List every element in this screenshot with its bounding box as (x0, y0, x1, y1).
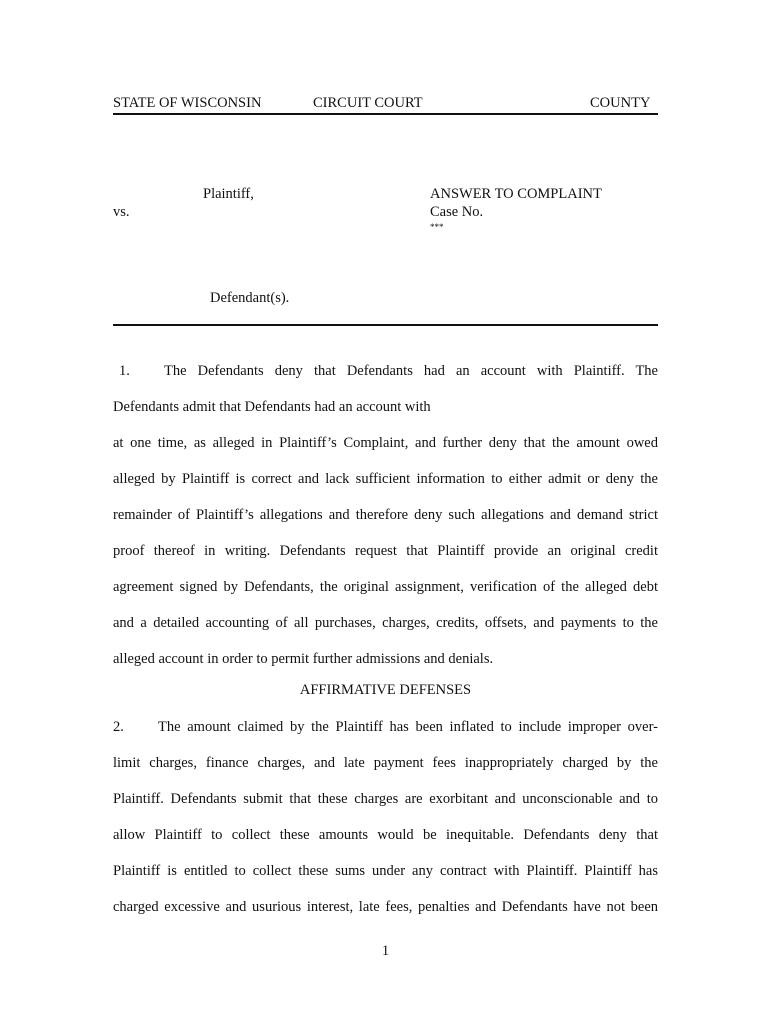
paragraph-2 (113, 709, 658, 925)
paragraph-line: at one time, as alleged in Plaintiff’s Complaint, and further deny that the amount owed (113, 435, 658, 451)
county-label: COUNTY (590, 95, 651, 111)
paragraph-line: agreement signed by Defendants, the original assignment, verification of the alleged debt (113, 579, 658, 595)
paragraph-number: 2. (113, 719, 124, 735)
paragraph-line: charged excessive and usurious interest, late fees, penalties and Defendants have not been (113, 899, 658, 915)
paragraph-number: 1. (119, 363, 130, 379)
paragraph-line: 2. The amount claimed by the Plaintiff has been inflated to include improper over- (113, 709, 658, 745)
paragraph-line: alleged by Plaintiff is correct and lack sufficient information to either admit or deny the (113, 471, 658, 487)
section-heading: AFFIRMATIVE DEFENSES (299, 682, 472, 698)
paragraph-1 (113, 353, 658, 677)
header-rule (113, 113, 658, 115)
plaintiff-label: Plaintiff, (203, 186, 254, 202)
page-number: 1 (381, 943, 390, 959)
court-label: CIRCUIT COURT (313, 95, 423, 111)
paragraph-line: limit charges, finance charges, and late payment fees inappropriately charged by the (113, 755, 658, 771)
state-label: STATE OF WISCONSIN (113, 95, 262, 111)
paragraph-line: Plaintiff is entitled to collect these sums under any contract with Plaintiff. Plaintiff has (113, 863, 658, 879)
paragraph-line: Plaintiff. Defendants submit that these charges are exorbitant and unconscionable and to (113, 791, 658, 807)
paragraph-line: alleged account in order to permit further admissions and denials. (113, 651, 494, 667)
paragraph-line: remainder of Plaintiff’s allegations and therefore deny such allegations and demand strict (113, 507, 658, 523)
paragraph-line: proof thereof in writing. Defendants request that Plaintiff provide an original credit (113, 543, 658, 559)
vs-label: vs. (113, 204, 130, 220)
paragraph-line: allow Plaintiff to collect these amounts would be inequitable. Defendants deny that (113, 827, 658, 843)
paragraph-line: 1. The Defendants deny that Defendants had an account with Plaintiff. The (113, 353, 658, 389)
case-number-label: Case No. (430, 204, 484, 220)
document-title: ANSWER TO COMPLAINT (430, 186, 602, 202)
paragraph-line: and a detailed accounting of all purchases, charges, credits, offsets, and payments to the (113, 615, 658, 631)
case-number-placeholder: *** (430, 222, 444, 232)
caption-rule (113, 324, 658, 326)
paragraph-line: Defendants admit that Defendants had an account with (113, 399, 431, 415)
defendant-label: Defendant(s). (210, 290, 290, 306)
